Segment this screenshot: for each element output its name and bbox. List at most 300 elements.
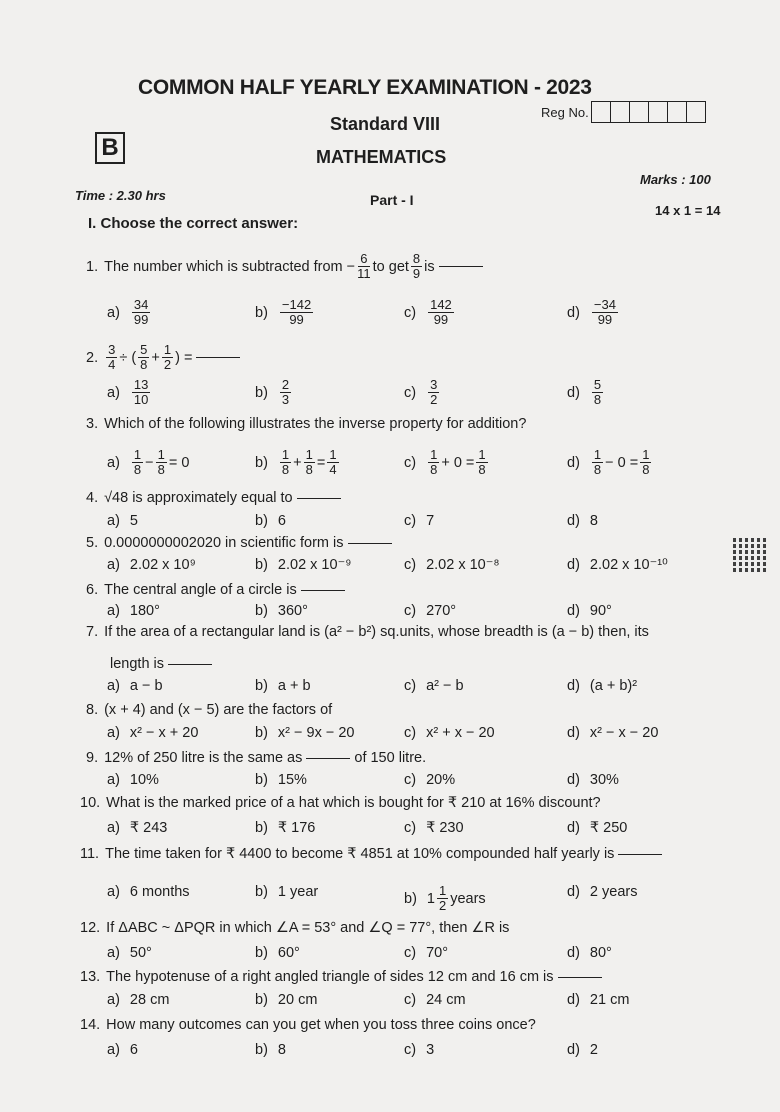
text-segment: a² − b	[426, 678, 464, 694]
option-label: c)	[404, 454, 417, 471]
option-label: a)	[107, 725, 120, 741]
text-segment: to get	[372, 258, 409, 275]
text-segment: x² − x − 20	[589, 725, 659, 741]
text-segment: (a + b)²	[589, 678, 638, 694]
option-label: c)	[404, 384, 417, 401]
denominator: 3	[281, 392, 290, 407]
numerator: 1	[133, 447, 142, 462]
text-segment: 70°	[426, 945, 449, 961]
option-d[interactable]	[567, 945, 612, 961]
denominator: 8	[642, 462, 650, 477]
text-segment: What is the marked price of a hat which is bought for ₹ 210 at 16% discount?	[106, 795, 601, 811]
option-label: d)	[567, 384, 580, 401]
text-segment: 1 year	[277, 884, 319, 900]
option-label: d)	[567, 820, 580, 836]
option-label: b)	[255, 603, 268, 619]
answer-blank	[168, 664, 212, 665]
option-c[interactable]	[404, 992, 466, 1008]
option-a[interactable]	[107, 378, 152, 407]
question-13	[80, 969, 602, 985]
option-b[interactable]	[255, 513, 286, 529]
option-label: a)	[107, 1042, 120, 1058]
option-label: c)	[404, 772, 417, 788]
numerator: 1	[593, 447, 602, 462]
question-number: 1.	[86, 258, 99, 275]
section-instruction: I. Choose the correct answer:	[88, 215, 299, 232]
fraction	[411, 252, 422, 281]
denominator: 8	[133, 462, 142, 477]
option-label: a)	[107, 772, 120, 788]
denominator: 8	[478, 462, 486, 477]
text-segment: Which of the following illustrates the inverse property for addition?	[104, 416, 527, 432]
option-a[interactable]	[107, 557, 196, 573]
numerator: 8	[412, 251, 421, 266]
option-label: d)	[567, 772, 580, 788]
option-b[interactable]	[255, 378, 293, 407]
text-segment: If ΔABC ~ ΔPQR in which ∠A = 53° and ∠Q = 77°, then ∠R is	[106, 920, 510, 936]
option-b[interactable]	[255, 448, 341, 477]
denominator: 8	[157, 462, 165, 477]
text-segment: 3	[426, 1042, 435, 1058]
text-segment: 5	[129, 513, 138, 529]
answer-blank	[306, 758, 350, 759]
text-segment: x² + x − 20	[426, 725, 495, 741]
option-label: c)	[404, 992, 417, 1008]
option-a[interactable]	[107, 1042, 138, 1058]
text-segment: If the area of a rectangular land is (a² − b²) sq.units, whose breadth is (a − b) then, its	[104, 624, 649, 640]
denominator: 2	[438, 898, 447, 913]
option-c[interactable]	[404, 725, 495, 741]
question-2	[86, 343, 240, 372]
question-11	[80, 846, 662, 862]
fraction	[280, 448, 291, 477]
fraction	[327, 448, 338, 477]
option-label: b)	[404, 890, 417, 907]
question-14	[80, 1017, 536, 1033]
option-label: c)	[404, 1042, 417, 1058]
text-segment: 15%	[277, 772, 307, 788]
fraction	[132, 378, 150, 407]
option-b[interactable]	[255, 603, 308, 619]
fraction	[428, 298, 454, 327]
question-5	[86, 535, 392, 551]
option-c[interactable]	[404, 298, 456, 327]
text-segment: 360°	[277, 603, 308, 619]
qr-code	[733, 538, 767, 572]
denominator: 99	[289, 312, 304, 327]
answer-blank	[439, 266, 483, 267]
option-label: a)	[107, 304, 120, 321]
option-label: b)	[255, 678, 268, 694]
question-9	[86, 750, 426, 766]
fraction	[640, 448, 651, 477]
option-label: c)	[404, 820, 417, 836]
option-label: c)	[404, 725, 417, 741]
part-label: Part - I	[370, 192, 414, 208]
standard-label: Standard VIII	[330, 114, 441, 134]
denominator: 8	[593, 392, 602, 407]
question-number: 7.	[86, 624, 99, 640]
numerator: 5	[140, 342, 148, 357]
fraction	[357, 252, 371, 281]
fraction	[280, 298, 313, 327]
text-segment: 21 cm	[589, 992, 630, 1008]
text-segment: 2.02 x 10⁻⁸	[426, 557, 500, 573]
option-label: b)	[255, 772, 268, 788]
option-b[interactable]	[255, 772, 307, 788]
answer-blank	[618, 854, 662, 855]
option-b[interactable]	[255, 678, 311, 694]
option-label: d)	[567, 725, 580, 741]
question-8	[86, 702, 332, 718]
option-c[interactable]	[404, 378, 441, 407]
text-segment: 2	[589, 1042, 598, 1058]
marks-label: Marks : 100	[640, 172, 711, 187]
text-segment: 50°	[129, 945, 152, 961]
fraction	[132, 448, 143, 477]
text-segment: 20%	[426, 772, 456, 788]
option-a[interactable]	[107, 603, 160, 619]
fraction	[132, 298, 150, 327]
option-a[interactable]	[107, 725, 198, 741]
numerator: 6	[360, 251, 368, 266]
denominator: 8	[140, 357, 148, 372]
option-b[interactable]	[255, 725, 354, 741]
question-number: 4.	[86, 490, 99, 506]
question-continuation	[110, 656, 212, 672]
option-label: a)	[107, 384, 120, 401]
option-c[interactable]	[404, 678, 464, 694]
option-label: b)	[255, 1042, 268, 1058]
numerator: 2	[281, 377, 290, 392]
option-label: a)	[107, 557, 120, 573]
option-label: a)	[107, 678, 120, 694]
numerator: 1	[642, 447, 650, 462]
text-segment: 1	[426, 890, 435, 907]
text-segment: The central angle of a circle is	[104, 582, 297, 598]
text-segment: √48 is approximately equal to	[104, 490, 293, 506]
answer-blank	[348, 543, 392, 544]
fraction	[592, 378, 603, 407]
option-label: a)	[107, 945, 120, 961]
text-segment: The hypotenuse of a right angled triangle of sides 12 cm and 16 cm is	[106, 969, 554, 985]
text-segment: is	[424, 258, 435, 275]
option-label: c)	[404, 557, 417, 573]
text-segment: The time taken for ₹ 4400 to become ₹ 4851 at 10% compounded half yearly is	[105, 846, 615, 862]
option-label: d)	[567, 1042, 580, 1058]
text-segment: 6 months	[129, 884, 190, 900]
text-segment: ₹ 243	[129, 820, 168, 836]
fraction	[592, 448, 603, 477]
option-b[interactable]	[255, 820, 315, 836]
option-d[interactable]	[567, 884, 637, 900]
text-segment: 2.02 x 10⁹	[129, 557, 196, 573]
text-segment: +	[293, 454, 302, 471]
numerator: 34	[133, 297, 149, 312]
fraction	[428, 448, 439, 477]
text-segment: 12% of 250 litre is the same as	[104, 750, 303, 766]
fraction	[138, 343, 149, 372]
fraction	[162, 343, 173, 372]
option-b[interactable]	[255, 992, 317, 1008]
option-label: b)	[255, 884, 268, 900]
text-segment: years	[450, 890, 486, 907]
numerator: −34	[593, 297, 616, 312]
text-segment: How many outcomes can you get when you toss three coins once?	[106, 1017, 536, 1033]
numerator: 1	[478, 447, 486, 462]
text-segment: ₹ 250	[589, 820, 628, 836]
question-number: 8.	[86, 702, 99, 718]
option-label: b)	[255, 725, 268, 741]
text-segment: 8	[277, 1042, 286, 1058]
question-10	[80, 795, 601, 811]
text-segment: 10%	[129, 772, 159, 788]
text-segment: The number which is subtracted from −	[104, 258, 356, 275]
denominator: 99	[433, 312, 449, 327]
question-number: 11.	[80, 846, 100, 862]
question-number: 12.	[80, 920, 101, 936]
option-a[interactable]	[107, 992, 169, 1008]
text-segment: x² − 9x − 20	[277, 725, 355, 741]
option-a[interactable]	[107, 772, 159, 788]
reg-no-label: Reg No.	[541, 104, 589, 120]
option-label: d)	[567, 513, 580, 529]
answer-blank	[297, 498, 341, 499]
text-segment: 6	[277, 513, 286, 529]
fraction	[156, 448, 167, 477]
option-label: b)	[255, 992, 268, 1008]
numerator: 5	[593, 377, 602, 392]
option-label: c)	[404, 513, 417, 529]
denominator: 4	[108, 357, 116, 372]
option-d[interactable]	[567, 378, 605, 407]
question-number: 6.	[86, 582, 99, 598]
fraction	[476, 448, 487, 477]
option-label: b)	[255, 384, 268, 401]
numerator: 3	[430, 377, 438, 392]
text-segment: ) =	[175, 349, 193, 366]
text-segment: 2.02 x 10⁻¹⁰	[589, 557, 668, 573]
option-label: a)	[107, 820, 120, 836]
option-d[interactable]	[567, 603, 612, 619]
fraction	[280, 378, 291, 407]
option-d[interactable]	[567, 557, 668, 573]
option-a[interactable]	[107, 820, 167, 836]
question-number: 3.	[86, 416, 99, 432]
text-segment: 7	[426, 513, 435, 529]
option-label: d)	[567, 603, 580, 619]
text-segment: =	[316, 454, 326, 471]
option-d[interactable]	[567, 992, 629, 1008]
question-number: 5.	[86, 535, 99, 551]
option-label: d)	[567, 678, 580, 694]
text-segment: = 0	[168, 454, 190, 471]
numerator: 1	[438, 883, 447, 898]
text-segment: − 0 =	[605, 454, 639, 471]
option-c[interactable]	[404, 1042, 434, 1058]
text-segment: −	[145, 454, 154, 471]
option-label: b)	[255, 945, 268, 961]
text-segment: 28 cm	[129, 992, 170, 1008]
option-c[interactable]	[404, 884, 486, 913]
option-d[interactable]	[567, 448, 653, 477]
text-segment: 80°	[589, 945, 612, 961]
denominator: 99	[597, 312, 613, 327]
text-segment: 6	[129, 1042, 138, 1058]
text-segment: 60°	[277, 945, 300, 961]
option-a[interactable]	[107, 298, 152, 327]
numerator: 1	[163, 342, 172, 357]
option-label: a)	[107, 603, 120, 619]
option-a[interactable]	[107, 884, 190, 900]
numerator: 1	[157, 447, 165, 462]
option-label: a)	[107, 454, 120, 471]
text-segment: 2 years	[589, 884, 638, 900]
exam-title: COMMON HALF YEARLY EXAMINATION - 2023	[138, 76, 592, 99]
numerator: 13	[133, 377, 149, 392]
option-c[interactable]	[404, 945, 448, 961]
question-number: 13.	[80, 969, 101, 985]
question-6	[86, 582, 345, 598]
option-c[interactable]	[404, 557, 500, 573]
fraction	[592, 298, 618, 327]
fraction	[304, 448, 315, 477]
option-label: c)	[404, 304, 417, 321]
denominator: 8	[430, 462, 438, 477]
fraction	[106, 343, 117, 372]
option-a[interactable]	[107, 945, 152, 961]
question-7	[86, 624, 649, 640]
option-d[interactable]	[567, 1042, 598, 1058]
denominator: 2	[430, 392, 438, 407]
text-segment: 270°	[426, 603, 457, 619]
option-label: d)	[567, 884, 580, 900]
option-d[interactable]	[567, 298, 620, 327]
option-label: b)	[255, 304, 268, 321]
question-number: 9.	[86, 750, 99, 766]
option-label: b)	[255, 454, 268, 471]
option-label: b)	[255, 557, 268, 573]
denominator: 4	[329, 462, 337, 477]
question-number: 2.	[86, 349, 99, 366]
text-segment: (x + 4) and (x − 5) are the factors of	[104, 702, 333, 718]
question-12	[80, 920, 509, 936]
text-segment: 0.0000000002020 in scientific form is	[104, 535, 344, 551]
subject-label: MATHEMATICS	[316, 147, 447, 167]
text-segment: x² − x + 20	[129, 725, 199, 741]
option-label: a)	[107, 884, 120, 900]
text-segment: ÷ (	[119, 349, 137, 366]
denominator: 2	[163, 357, 172, 372]
option-d[interactable]	[567, 772, 619, 788]
option-d[interactable]	[567, 820, 627, 836]
text-segment: of 150 litre.	[354, 750, 427, 766]
text-segment: a − b	[129, 678, 163, 694]
numerator: 1	[305, 447, 313, 462]
option-label: a)	[107, 513, 120, 529]
denominator: 11	[357, 266, 371, 281]
reg-no-boxes[interactable]	[591, 101, 706, 123]
text-segment: 8	[589, 513, 598, 529]
option-d[interactable]	[567, 513, 598, 529]
option-label: d)	[567, 304, 580, 321]
numerator: 1	[329, 447, 337, 462]
option-a[interactable]	[107, 448, 189, 477]
option-label: d)	[567, 454, 580, 471]
option-label: c)	[404, 678, 417, 694]
option-label: c)	[404, 945, 417, 961]
text-segment: +	[151, 349, 160, 366]
numerator: −142	[281, 297, 312, 312]
option-label: d)	[567, 945, 580, 961]
question-number: 10.	[80, 795, 101, 811]
fraction	[428, 378, 439, 407]
denominator: 99	[133, 312, 149, 327]
option-d[interactable]	[567, 725, 658, 741]
numerator: 1	[430, 447, 438, 462]
question-number: 14.	[80, 1017, 101, 1033]
option-c[interactable]	[404, 448, 490, 477]
option-a[interactable]	[107, 513, 138, 529]
option-c[interactable]	[404, 603, 456, 619]
option-b[interactable]	[255, 298, 315, 327]
option-b[interactable]	[255, 884, 318, 900]
option-label: d)	[567, 557, 580, 573]
numerator: 1	[281, 447, 290, 462]
question-4	[86, 490, 341, 506]
answer-blank	[301, 590, 345, 591]
part-marks: 14 x 1 = 14	[655, 203, 721, 218]
option-c[interactable]	[404, 772, 455, 788]
text-segment: a + b	[277, 678, 311, 694]
denominator: 10	[133, 392, 149, 407]
text-segment: ₹ 176	[277, 820, 316, 836]
option-b[interactable]	[255, 1042, 286, 1058]
text-segment: 180°	[129, 603, 160, 619]
text-segment: 20 cm	[277, 992, 318, 1008]
reg-no-field[interactable]	[541, 101, 706, 123]
answer-blank	[558, 977, 602, 978]
denominator: 8	[305, 462, 313, 477]
option-label: c)	[404, 603, 417, 619]
fraction	[437, 884, 448, 913]
option-d[interactable]	[567, 678, 637, 694]
question-1	[86, 252, 483, 281]
option-label: a)	[107, 992, 120, 1008]
option-a[interactable]	[107, 678, 163, 694]
option-c[interactable]	[404, 513, 434, 529]
text-segment: length is	[110, 656, 165, 672]
denominator: 8	[593, 462, 602, 477]
denominator: 8	[281, 462, 290, 477]
set-letter-box: B	[95, 132, 125, 164]
text-segment: 30%	[589, 772, 619, 788]
time-label: Time : 2.30 hrs	[75, 188, 166, 203]
option-label: b)	[255, 513, 268, 529]
text-segment: ₹ 230	[426, 820, 464, 836]
text-segment: + 0 =	[441, 454, 475, 471]
option-label: b)	[255, 820, 268, 836]
option-b[interactable]	[255, 557, 351, 573]
option-c[interactable]	[404, 820, 464, 836]
text-segment: 2.02 x 10⁻⁹	[277, 557, 352, 573]
option-b[interactable]	[255, 945, 300, 961]
numerator: 3	[108, 342, 116, 357]
text-segment: 24 cm	[426, 992, 466, 1008]
denominator: 9	[412, 266, 421, 281]
answer-blank	[196, 357, 240, 358]
text-segment: 90°	[589, 603, 612, 619]
